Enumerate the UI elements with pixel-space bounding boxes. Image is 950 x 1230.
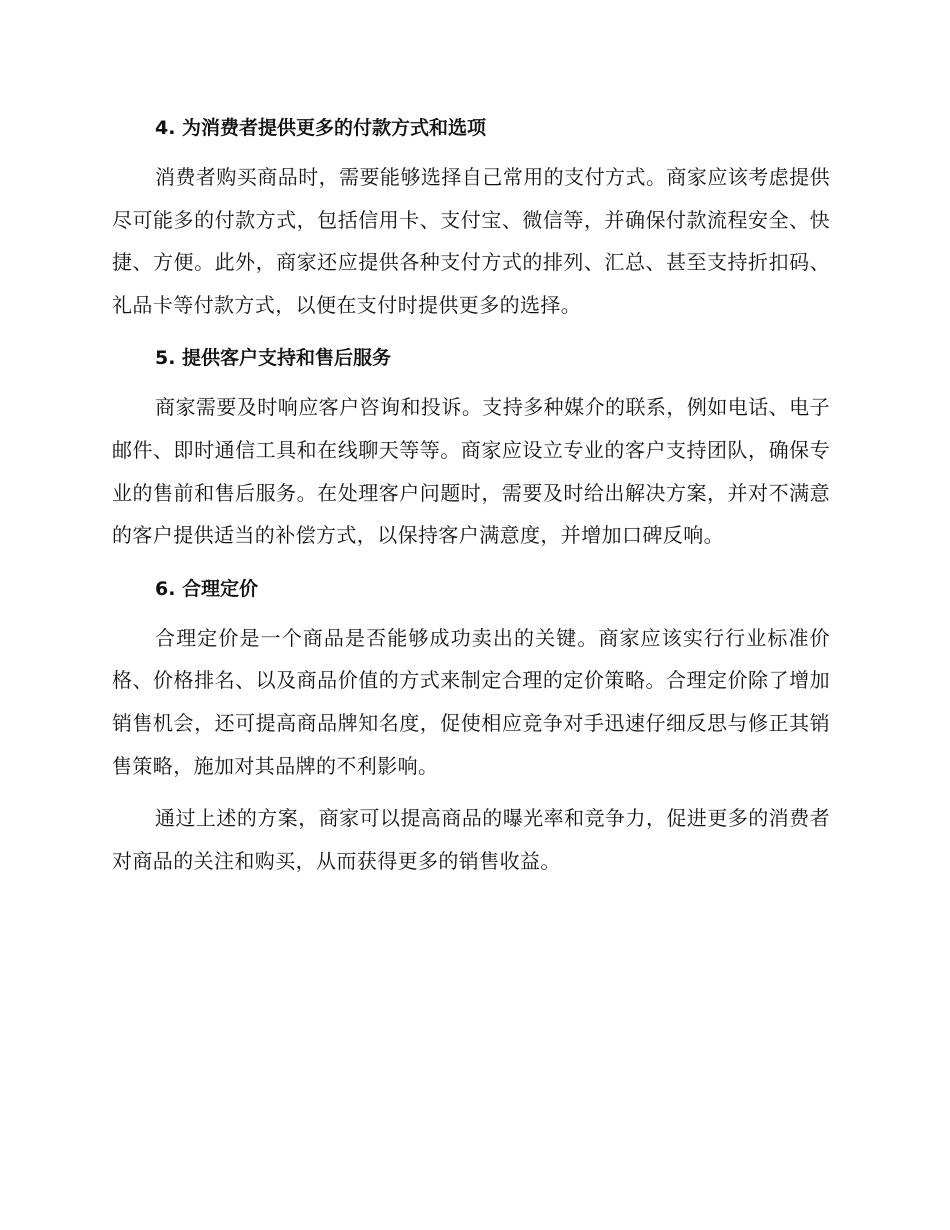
section-heading-4: 4. 为消费者提供更多的付款方式和选项 — [155, 117, 487, 139]
document-body — [112, 108, 830, 892]
section-heading-6: 6. 合理定价 — [155, 577, 259, 600]
section-paragraph-6: 合理定价是一个商品是否能够成功卖出的关键。商家应该实行行业标准价格、价格排名、以及商品价值的方式来制定合理的定价策略。合理定价除了增加销售机会，还可提高商品牌知名度，促使相应竞争对手迅速仔细反思与修正其销售策略，施加对其品牌的不利影响。 — [112, 625, 830, 778]
section-heading-5: 5. 提供客户支持和售后服务 — [155, 347, 392, 370]
conclusion-paragraph: 通过上述的方案，商家可以提高商品的曝光率和竞争力，促进更多的消费者对商品的关注和购买，从而获得更多的销售收益。 — [112, 806, 830, 873]
section-paragraph-5: 商家需要及时响应客户咨询和投诉。支持多种媒介的联系，例如电话、电子邮件、即时通信工具和在线聊天等等。商家应设立专业的客户支持团队，确保专业的售前和售后服务。在处理客户问题时，需要及时给出解决方案，并对不满意的客户提供适当的补偿方式，以保持客户满意度，并增加口碑反响。 — [112, 395, 830, 548]
section-paragraph-4: 消费者购买商品时，需要能够选择自己常用的支付方式。商家应该考虑提供尽可能多的付款方式，包括信用卡、支付宝、微信等，并确保付款流程安全、快捷、方便。此外，商家还应提供各种支付方式的排列、汇总、甚至支持折扣码、礼品卡等付款方式，以便在支付时提供更多的选择。 — [112, 165, 830, 317]
